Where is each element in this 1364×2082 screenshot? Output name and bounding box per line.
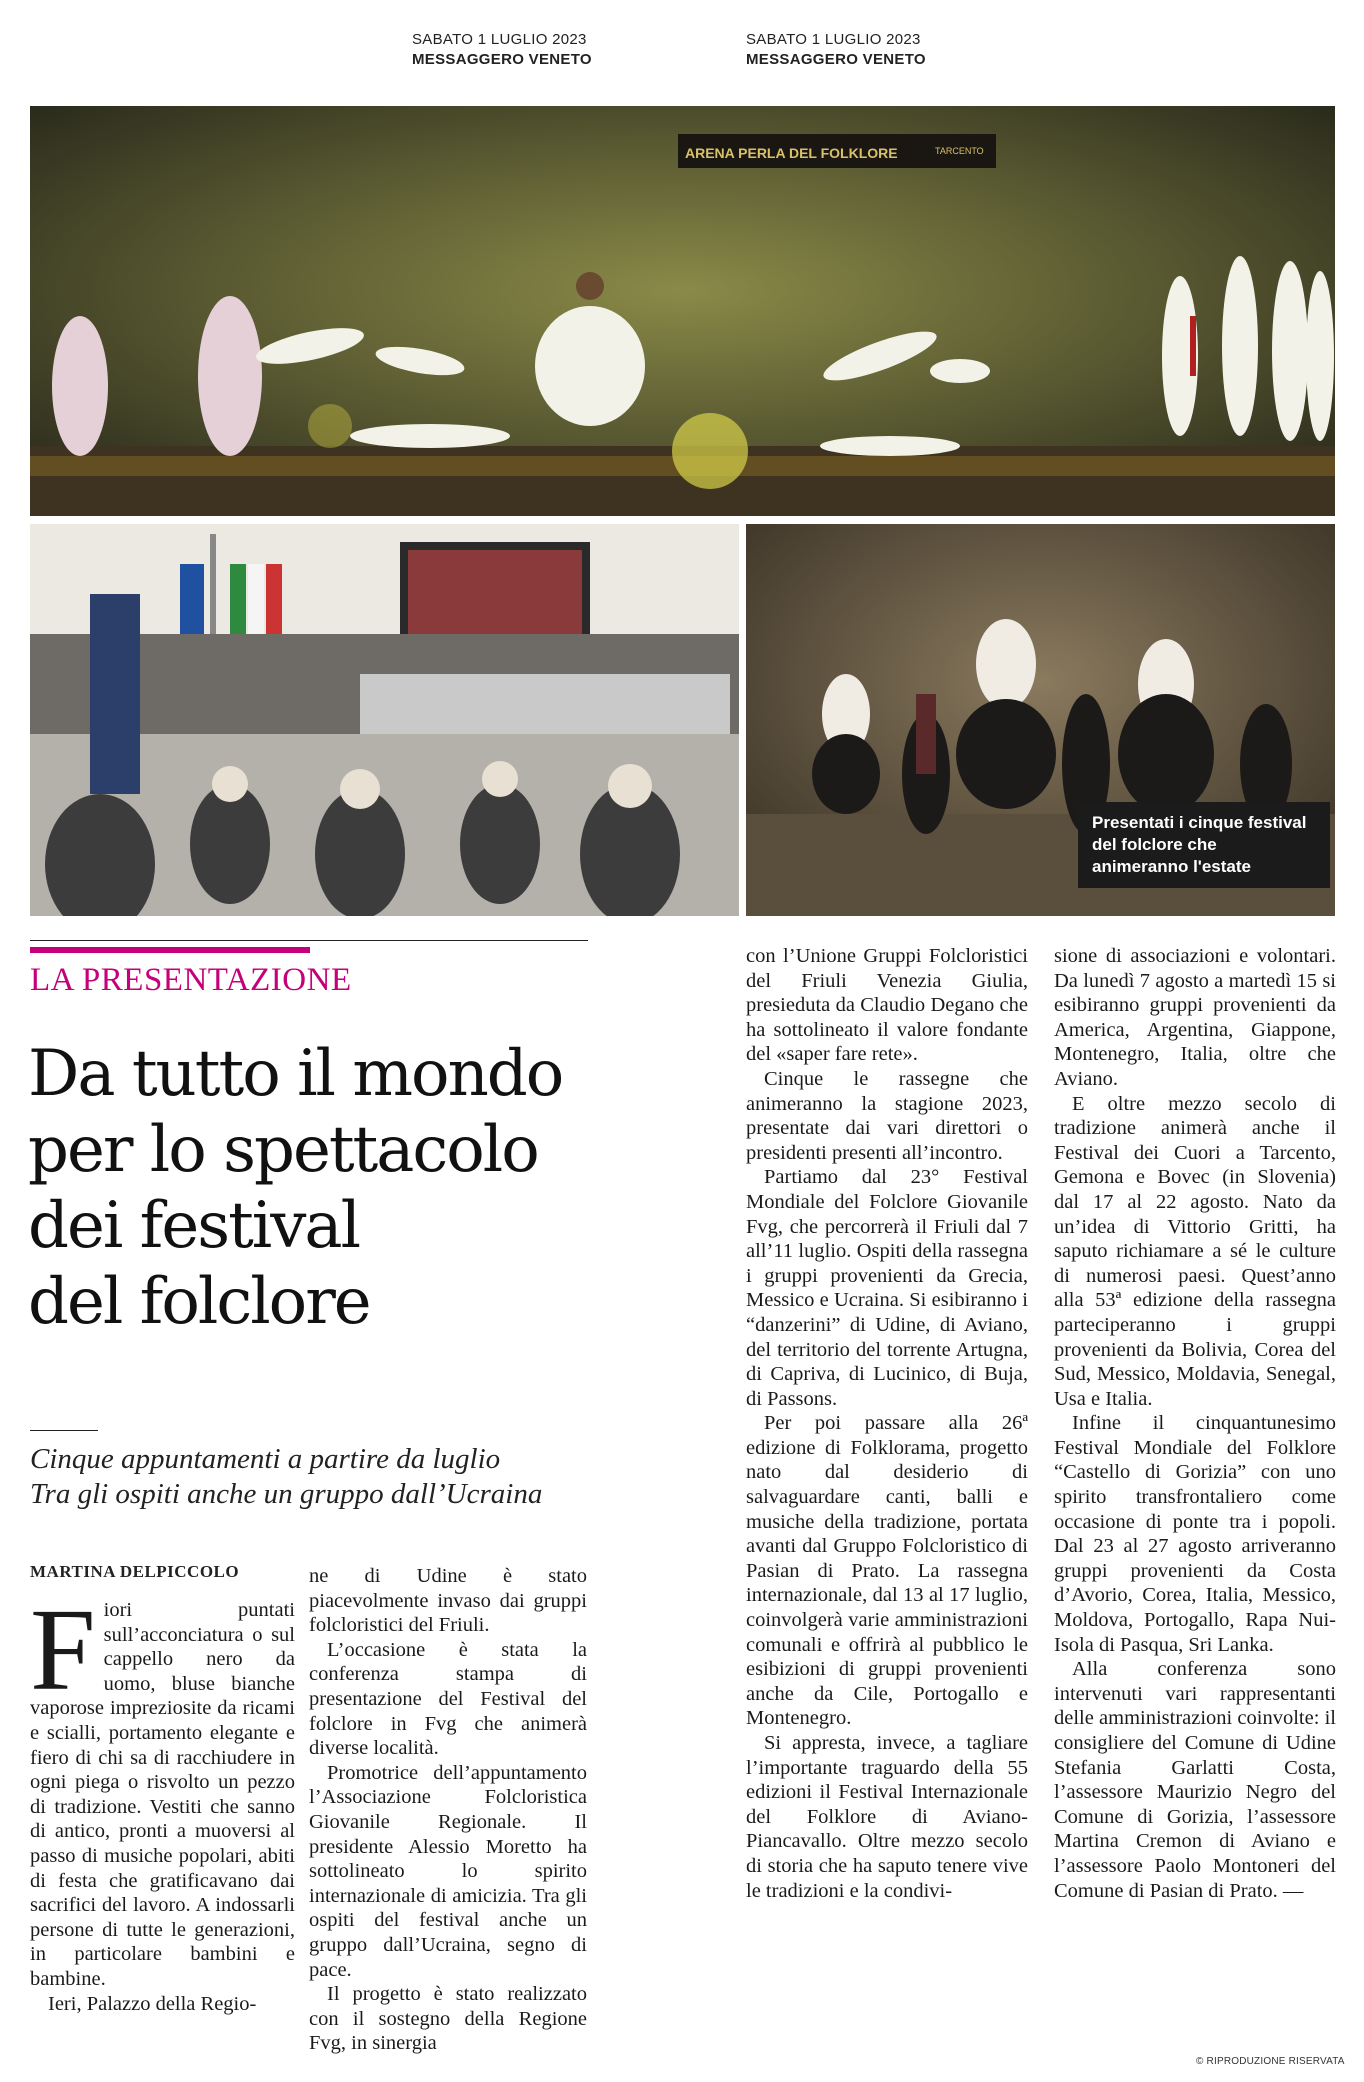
conference-photo — [30, 524, 739, 916]
paragraph: ne di Udine è stato piacevolmente invaso dai gruppi folcloristici del Friuli. — [309, 1565, 587, 1637]
photo-caption — [1078, 802, 1330, 888]
paragraph: Infine il cinquantunesimo Festival Mondiale del Folklore “Castello di Gorizia” con uno spirito transfrontaliero come occasione di ponte tra i popoli. Dal 23 al 27 agosto arriveranno gruppi provenienti da Costa d’Avorio, Corea, Italia, Messico, Moldova, Portogallo, Rapa Nui-Isola di Pasqua, Sri Lanka. — [1054, 1412, 1336, 1656]
photo-caption-text: Presentati i cinque festival del folclore che animeranno l'estate — [1092, 813, 1307, 876]
paragraph: con l’Unione Gruppi Folcloristici del Friuli Venezia Giulia, presieduta da Claudio Degano che ha sottolineato il valore fondante del «saper fare rete». — [746, 945, 1028, 1066]
paragraph: Il progetto è stato realizzato con il sostegno della Regione Fvg, in sinergia — [309, 1983, 587, 2055]
kicker: LA PRESENTAZIONE — [30, 962, 352, 998]
article-column-3 — [746, 944, 1028, 1903]
paragraph: Promotrice dell’appuntamento l’Associazione Folcloristica Giovanile Regionale. Il presidente Alessio Moretto ha sottolineato lo spirito internazionale di amicizia. Tra gli ospiti del festival anche un gruppo dall’Ucraina, segno di pace. — [309, 1761, 587, 1981]
paragraph: E oltre mezzo secolo di tradizione animerà anche il Festival dei Cuori a Tarcento, Gemona e Bovec (in Slovenia) dal 17 al 22 agosto. Nato da un’idea di Vittorio Gritti, ha saputo richiamare a sé le culture di numerosi paesi. Quest’anno alla 53ª edizione della rassegna parteciperanno i gruppi provenienti da Bolivia, Corea del Sud, Messico, Moldavia, Senegal, Usa e Italia. — [1054, 1092, 1336, 1410]
paragraph: Cinque le rassegne che animeranno la stagione 2023, presentate dai vari direttori o presidenti presenti all’incontro. — [746, 1067, 1028, 1164]
header-date: SABATO 1 LUGLIO 2023 — [412, 31, 587, 48]
paragraph: Per poi passare alla 26ª edizione di Folklorama, progetto nato dal desiderio di salvaguardare canti, balli e musiche della tradizione, portata avanti dal Gruppo Folcloristico di Pasian di Prato. La rassegna internazionale, dal 13 al 17 luglio, coinvolgerà varie amministrazioni comunali e offrirà al pubblico le esibizioni di gruppi provenienti anche da Cile, Portogallo e Montenegro. — [746, 1412, 1028, 1730]
headline-line: del folclore — [28, 1265, 370, 1339]
deck-line: Tra gli ospiti anche un gruppo dall’Ucraina — [30, 1478, 543, 1510]
page-header-right — [746, 30, 926, 70]
paragraph-text: iori puntati sull’acconciatura o sul cappello nero da uomo, bluse bianche vaporose impreziosite da ricami e scialli, portamento elegante e fiero di chi sa di racchiudere in ogni piega o risvolto un pezzo di tradizione. Vestiti che sanno di antico, pronti a muoversi al passo di musiche popolari, abiti di festa che gratificavano dai sacrifici del lavoro. A indossarli persone di tutte le generazioni, in particolare bambini e bambine. — [30, 1599, 295, 1990]
kicker-bar — [30, 947, 310, 953]
paragraph: Alla conferenza sono intervenuti vari rappresentanti delle amministrazioni coinvolte: il consigliere del Comune di Udine Stefania Garlatti Costa, l’assessore Maurizio Negro del Comune di Gorizia, l’assessore Martina Cremon di Aviano e l’assessore Paolo Montoneri del Comune di Pasian di Prato. — — [1054, 1658, 1336, 1902]
headline-line: Da tutto il mondo — [28, 1037, 563, 1111]
article-column-1 — [30, 1584, 295, 2016]
stage-photo — [30, 106, 1335, 516]
paragraph: L’occasione è stata la conferenza stampa di presentazione del Festival del folclore in Fvg che animerà diverse località. — [309, 1638, 587, 1760]
paragraph: sione di associazioni e volontari. Da lunedì 7 agosto a martedì 15 si esibiranno gruppi provenienti da America, Argentina, Giappone, Montenegro, Italia, oltre che Aviano. — [1054, 945, 1336, 1090]
header-date: SABATO 1 LUGLIO 2023 — [746, 31, 921, 48]
article-column-2 — [309, 1564, 587, 2056]
headline — [28, 1036, 588, 1340]
top-rule — [30, 940, 588, 941]
dropcap: F — [30, 1584, 96, 1715]
deck-line: Cinque appuntamenti a partire da luglio — [30, 1443, 501, 1475]
headline-line: dei festival — [28, 1189, 360, 1263]
deck-rule — [30, 1430, 98, 1431]
paragraph — [30, 1584, 295, 1992]
paragraph: Partiamo dal 23° Festival Mondiale del Folclore Giovanile Fvg, che percorrerà il Friuli dal 7 all’11 luglio. Ospiti della rassegna i gruppi provenienti da Grecia, Messico e Ucraina. Si esibiranno i “danzerini” di Udine, di Aviano, del territorio del torrente Artugna, di Capriva, di Lucinico, di Buja, di Passons. — [746, 1166, 1028, 1410]
article-column-4 — [1054, 944, 1336, 1903]
copyright-notice: © RIPRODUZIONE RISERVATA — [1196, 2056, 1345, 2067]
header-paper: MESSAGGERO VENETO — [412, 51, 592, 68]
page-header-left — [412, 30, 592, 70]
byline: MARTINA DELPICCOLO — [30, 1562, 240, 1581]
stage-banner-town: TARCENTO — [935, 146, 984, 156]
stage-banner-text: ARENA PERLA DEL FOLKLORE — [685, 145, 898, 161]
paragraph: Si appresta, invece, a tagliare l’importante traguardo della 55 edizioni il Festival Internazionale del Folklore di Aviano-Piancavallo. Oltre mezzo secolo di storia che ha saputo tenere vive le tradizioni e la condivi- — [746, 1732, 1028, 1902]
header-paper: MESSAGGERO VENETO — [746, 51, 926, 68]
paragraph: Ieri, Palazzo della Regio- — [48, 1992, 257, 2015]
headline-line: per lo spettacolo — [28, 1113, 538, 1187]
deck — [30, 1442, 600, 1512]
